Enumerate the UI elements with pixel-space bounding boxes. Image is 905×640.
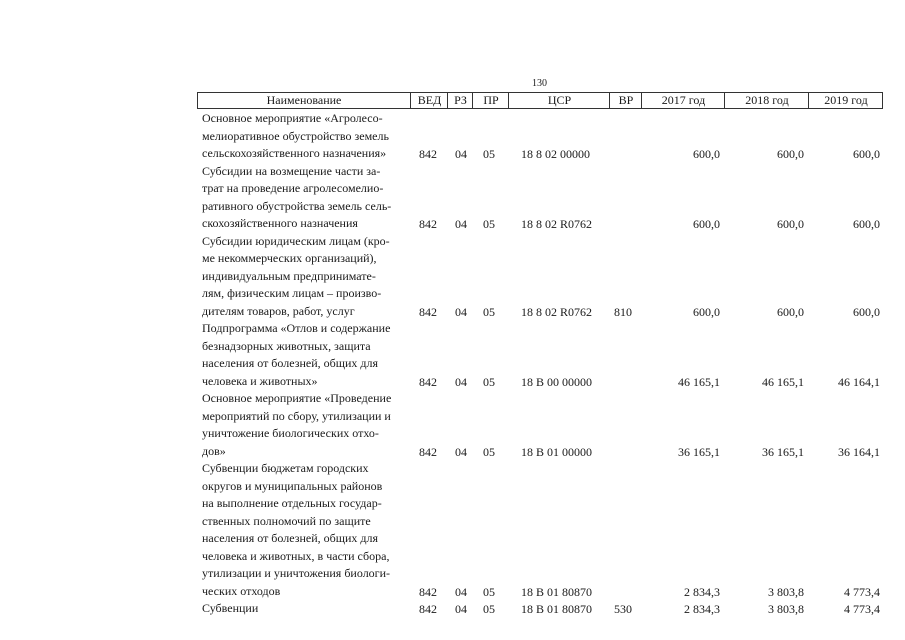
row-name-line: Субсидии на возмещение части за- [202,163,381,178]
row-name-line: трат на проведение агролесомелио- [202,181,384,195]
cell-pr: 05 [483,602,495,616]
header-rz: РЗ [447,93,473,108]
cell-rz: 04 [455,147,467,161]
header-pr: ПР [472,93,509,108]
cell-2019: 4 773,4 [844,584,880,599]
cell-2019: 36 164,1 [838,444,880,459]
row-name-line: дов» [202,443,226,458]
cell-csr: 18 В 01 00000 [521,444,593,459]
cell-2017: 36 165,1 [678,444,720,459]
cell-csr: 18 В 01 80870 [521,602,593,616]
cell-2017: 600,0 [693,304,720,319]
cell-pr: 05 [483,584,495,599]
cell-pr: 05 [483,304,495,319]
cell-2017: 46 165,1 [678,374,720,389]
cell-2019: 4 773,4 [844,602,880,616]
header-2019: 2019 год [808,93,883,108]
cell-csr: 18 В 00 00000 [521,374,593,389]
row-name-line: населения от болезней, общих для [202,356,379,370]
cell-rz: 04 [455,304,467,319]
cell-ved: 842 [419,602,437,616]
row-name-line: Субвенции бюджетам городских [202,461,369,475]
cell-2018: 600,0 [777,304,804,319]
cell-ved: 842 [419,374,437,389]
table-header [197,92,883,109]
cell-2017: 600,0 [693,147,720,161]
row-name-line: человека и животных» [202,373,318,388]
cell-vr: 530 [614,602,632,616]
header-ved: ВЕД [410,93,448,108]
cell-ved: 842 [419,147,437,161]
page-number: 130 [532,78,547,89]
cell-csr: 18 8 02 R0762 [521,304,593,319]
row-name-line: сельскохозяйственного назначения» [202,146,387,160]
row-name-line: индивидуальным предпринимате- [202,268,376,283]
header-name: Наименование [266,93,342,107]
row-name-line: на выполнение отдельных государ- [202,496,382,510]
row-name-line: дителям товаров, работ, услуг [202,303,355,318]
row-name-line: ственных полномочий по защите [202,513,371,528]
cell-csr: 18 В 01 80870 [521,584,593,599]
header-vr: ВР [609,93,642,108]
cell-2018: 3 803,8 [768,602,804,616]
header-2018: 2018 год [724,93,809,108]
cell-2018: 36 165,1 [762,444,804,459]
cell-ved: 842 [419,304,437,319]
cell-2017: 2 834,3 [684,602,720,616]
cell-pr: 05 [483,147,495,161]
cell-rz: 04 [455,602,467,616]
cell-2018: 3 803,8 [768,584,804,599]
cell-pr: 05 [483,374,495,389]
cell-csr: 18 8 02 R0762 [521,217,593,231]
row-name-line: ративного обустройства земель сель- [202,198,392,213]
cell-rz: 04 [455,374,467,389]
cell-2019: 600,0 [853,217,880,231]
cell-2018: 600,0 [777,147,804,161]
cell-ved: 842 [419,584,437,599]
row-name-line: ческих отходов [202,583,281,598]
row-name-line: мелиоративное обустройство земель [202,128,389,143]
cell-rz: 04 [455,444,467,459]
cell-rz: 04 [455,584,467,599]
row-name-line: Основное мероприятие «Проведение [202,391,392,405]
header-csr: ЦСР [508,93,610,108]
cell-ved: 842 [419,444,437,459]
row-name-line: утилизации и уничтожения биологи- [202,566,391,580]
cell-pr: 05 [483,217,495,231]
row-name-line: Субвенции [202,601,259,615]
cell-2018: 600,0 [777,217,804,231]
cell-ved: 842 [419,217,437,231]
cell-2017: 600,0 [693,217,720,231]
cell-pr: 05 [483,444,495,459]
row-name-line: округов и муниципальных районов [202,478,383,493]
cell-csr: 18 8 02 00000 [521,147,590,161]
cell-2019: 600,0 [853,147,880,161]
row-name-line: человека и животных, в части сбора, [202,548,390,563]
cell-vr: 810 [614,304,632,319]
row-name-line: безнадзорных животных, защита [202,338,371,353]
cell-rz: 04 [455,217,467,231]
cell-2018: 46 165,1 [762,374,804,389]
row-name-line: Основное мероприятие «Агролесо- [202,111,383,125]
row-name-line: уничтожение биологических отхо- [202,426,379,440]
cell-2019: 46 164,1 [838,374,880,389]
row-name-line: Субсидии юридическим лицам (кро- [202,233,390,248]
row-name-line: Подпрограмма «Отлов и содержание [202,321,391,335]
row-name-line: мероприятий по сбору, утилизации и [202,408,391,423]
row-name-line: населения от болезней, общих для [202,531,379,545]
cell-2019: 600,0 [853,304,880,319]
row-name-line: лям, физическим лицам – произво- [202,286,382,300]
row-name-line: скохозяйственного назначения [202,216,358,230]
cell-2017: 2 834,3 [684,584,720,599]
row-name-line: ме некоммерческих организаций), [202,251,377,265]
header-2017: 2017 год [641,93,725,108]
